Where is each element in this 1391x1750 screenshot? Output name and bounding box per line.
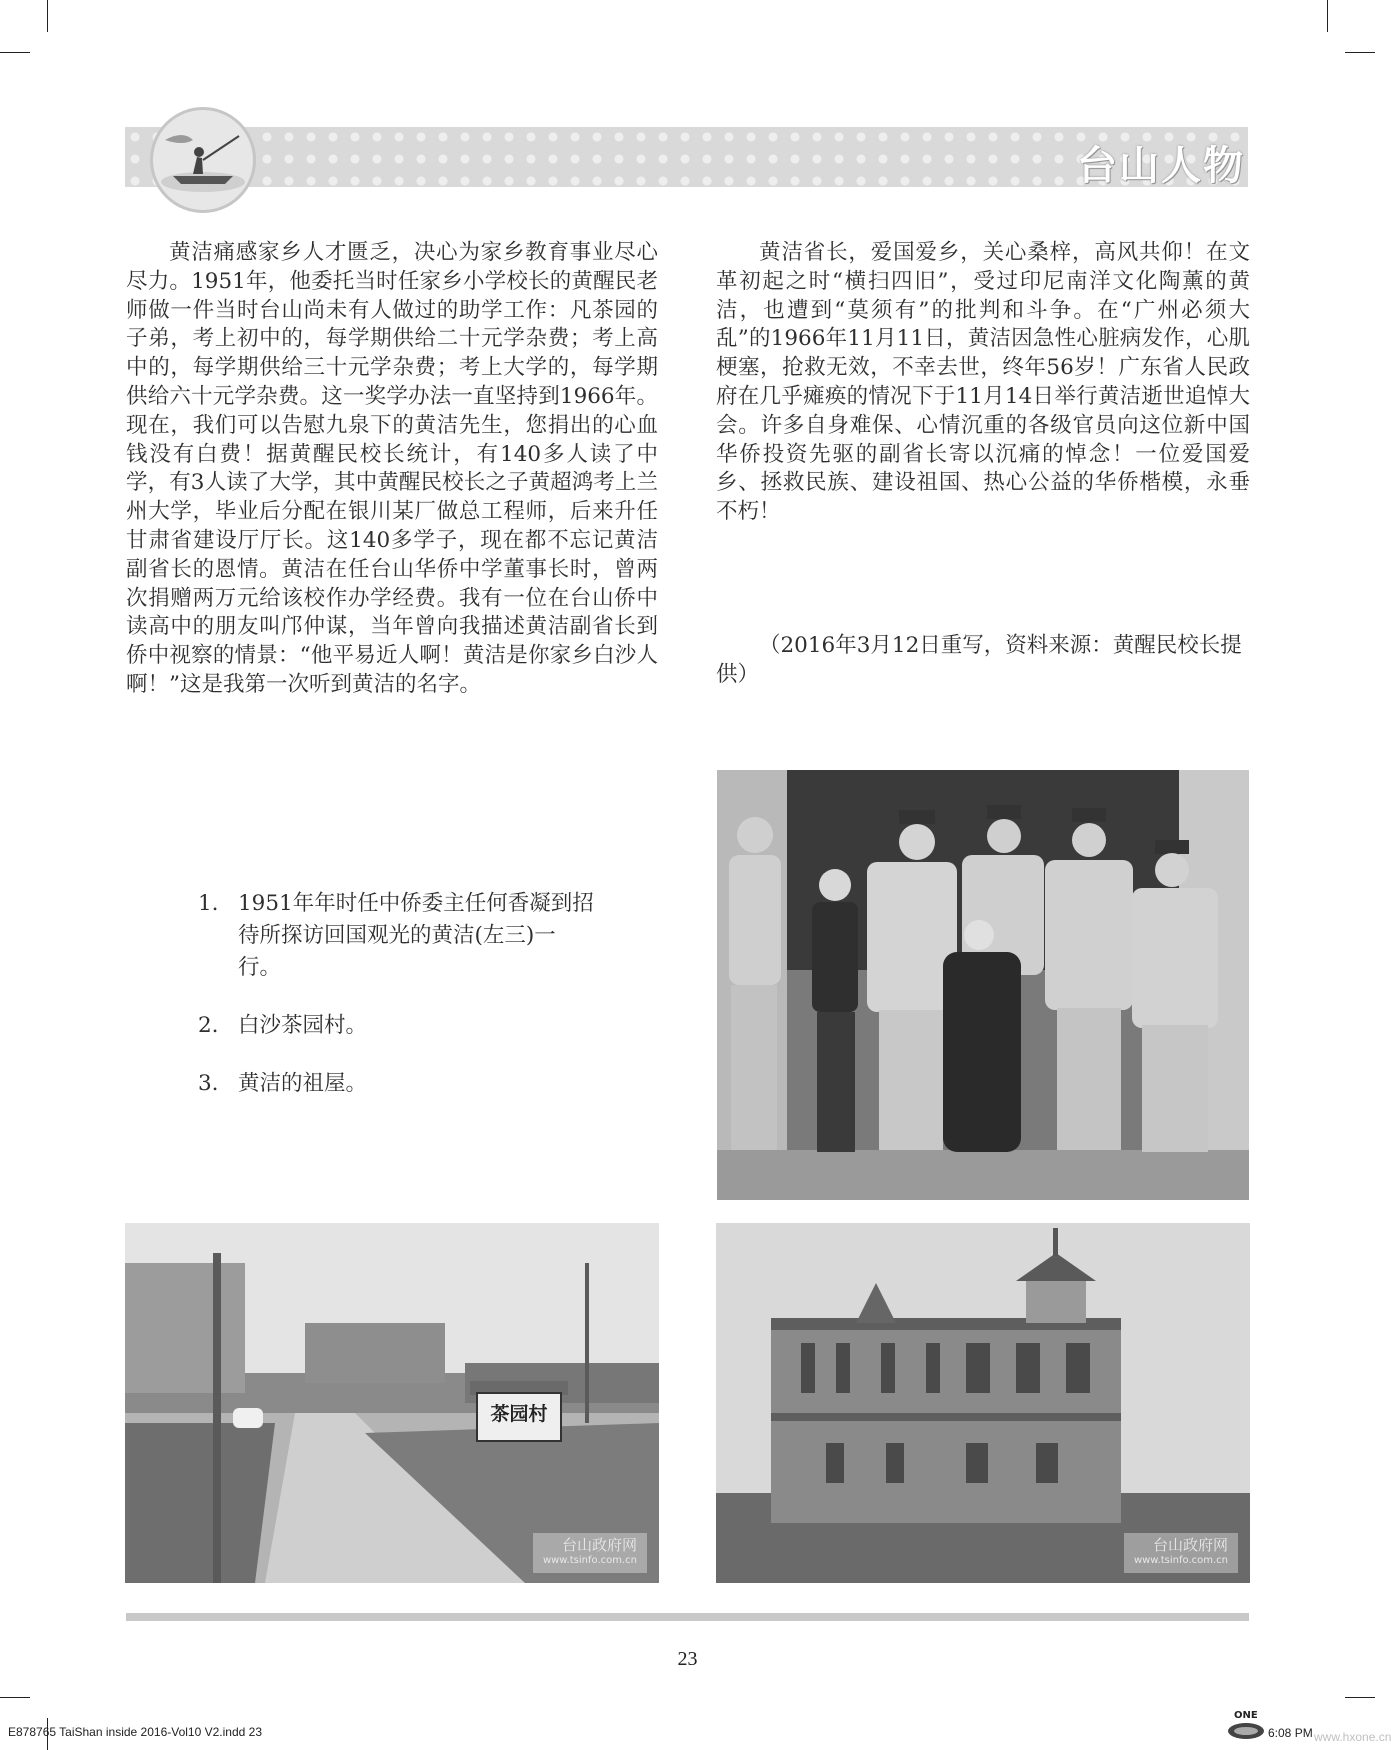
caption-text: 白沙茶园村。 [238, 1013, 368, 1038]
ancestral-house-photo [716, 1223, 1250, 1583]
caption-number: 1. [198, 891, 219, 916]
crop-mark [1345, 52, 1375, 53]
crop-mark [0, 1697, 30, 1698]
body-paragraph: 黄洁省长，爱国爱乡，关心桑梓，高风共仰！在文革初起之时“横扫四旧”，受过印尼南洋文化陶薰的黄洁，也遭到“莫须有”的批判和斗争。在“广州必须大乱”的1966年11月11日，黄洁因急性心脏病发作，心肌梗塞，抢救无效，不幸去世，终年56岁！广东省人民政府在几乎瘫痪的情况下于11月14日举行黄洁逝世追悼大会。许多自身难保、心情沉重的各级官员向这位新中国华侨投资先驱的副省长寄以沉痛的悼念！一位爱国爱乡、拯救民族、建设祖国、热心公益的华侨楷模，永垂不朽！ [716, 240, 1250, 525]
caption-text: 黄洁的祖屋。 [238, 1071, 368, 1096]
caption-item [198, 1010, 598, 1042]
crop-mark [1345, 1697, 1375, 1698]
caption-item [198, 1068, 598, 1100]
print-slug: E878765 TaiShan inside 2016-Vol10 V2.indd 23 [8, 1725, 262, 1739]
fisherman-logo-icon [150, 107, 256, 213]
printer-logo-text: ONE [1234, 1710, 1258, 1721]
group-portrait-photo [717, 770, 1249, 1200]
page-number: 23 [677, 1648, 698, 1670]
caption-number: 2. [198, 1013, 219, 1038]
crop-mark [1327, 0, 1328, 32]
caption-text: 1951年年时任中侨委主任何香凝到招待所探访回国观光的黄洁(左三)一行。 [238, 891, 594, 980]
caption-number: 3. [198, 1071, 219, 1096]
watermark-name: 台山政府网 [561, 1536, 637, 1554]
source-credit: （2016年3月12日重写，资料来源：黄醒民校长提供） [716, 633, 1242, 687]
watermark [533, 1533, 647, 1573]
print-timestamp: 6:08 PM [1268, 1726, 1313, 1740]
caption-item [198, 888, 598, 984]
watermark-url: www.tsinfo.com.cn [542, 1555, 637, 1566]
village-photo [125, 1223, 659, 1583]
left-column [126, 239, 658, 700]
village-sign: 茶园村 [490, 1403, 548, 1425]
section-title: 台山人物 [1077, 143, 1245, 189]
crop-mark [47, 0, 48, 32]
watermark-name: 台山政府网 [1152, 1536, 1228, 1554]
body-paragraph: 黄洁痛感家乡人才匮乏，决心为家乡教育事业尽心尽力。1951年，他委托当时任家乡小学校长的黄醒民老师做一件当时台山尚未有人做过的助学工作：凡茶园的子弟，考上初中的，每学期供给二十元学杂费；考上高中的，每学期供给三十元学杂费；考上大学的，每学期供给六十元学杂费。这一奖学办法一直坚持到1966年。现在，我们可以告慰九泉下的黄洁先生，您捐出的心血钱没有白费！据黄醒民校长统计，有140多人读了中学，有3人读了大学，其中黄醒民校长之子黄超鸿考上兰州大学，毕业后分配在银川某厂做总工程师，后来升任甘肃省建设厅厅长。这140多学子，现在都不忘记黄洁副省长的恩情。黄洁在任台山华侨中学董事长时，曾两次捐赠两万元给该校作办学经费。我有一位在台山侨中读高中的朋友叫邝仲谋，当年曾向我描述黄洁副省长到侨中视察的情景：“他平易近人啊！黄洁是你家乡白沙人啊！”这是我第一次听到黄洁的名字。 [126, 240, 658, 697]
photo-captions [198, 888, 598, 1126]
watermark [1124, 1533, 1238, 1573]
printer-logo-icon [1225, 1712, 1267, 1742]
footer-rule [126, 1613, 1249, 1621]
watermark-url: www.tsinfo.com.cn [1133, 1555, 1228, 1566]
site-watermark: www.hxone.cn [1314, 1730, 1391, 1744]
right-column [716, 239, 1250, 527]
crop-mark [0, 52, 30, 53]
